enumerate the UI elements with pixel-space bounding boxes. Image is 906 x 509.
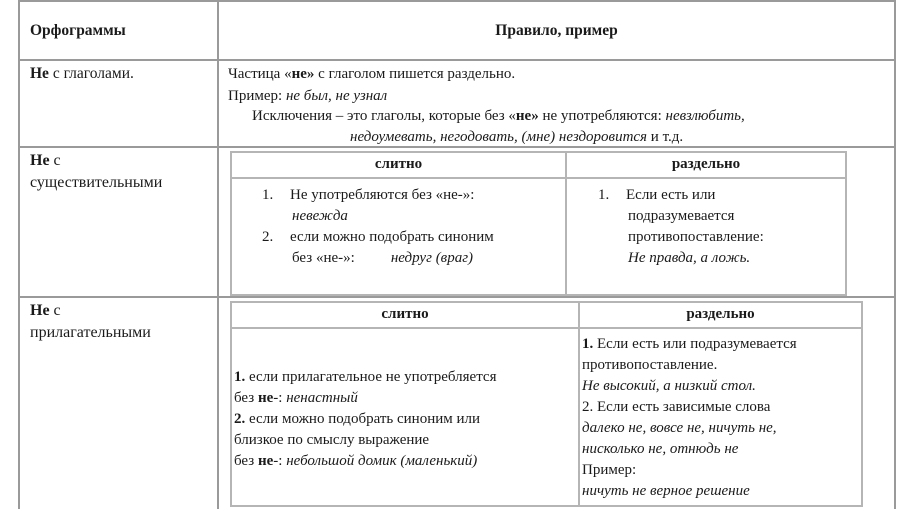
nouns-right-item-1-line3: противопоставление: <box>628 229 764 245</box>
nouns-right-content <box>598 185 843 269</box>
row-title-adjectives-line2: прилагательными <box>30 324 151 341</box>
nouns-head-right: раздельно <box>671 156 741 172</box>
verbs-example <box>228 86 387 107</box>
nouns-left-item-1-num: 1. <box>262 187 274 203</box>
adjectives-left-p2-text: если можно подобрать синоним или <box>245 411 481 427</box>
adjectives-left-p2 <box>234 409 576 430</box>
row-title-verbs-bold: Не <box>30 65 49 82</box>
adjectives-head-left: слитно <box>381 306 429 322</box>
adjectives-left-p1-cont-bold: не <box>257 390 274 406</box>
column-header-spellings: Орфограммы <box>30 22 126 39</box>
verbs-rule-post: с глаголом пишется раздельно. <box>314 66 516 82</box>
adjectives-right-p1-example: Не высокий, а низкий стол. <box>582 378 756 394</box>
adjectives-right-p2-text: 2. Если есть зависимые слова <box>582 399 771 415</box>
verbs-example-text: не был, не узнал <box>285 88 388 104</box>
verbs-exceptions <box>252 106 745 127</box>
verbs-exceptions-cont <box>350 127 683 148</box>
row-title-nouns <box>30 150 162 194</box>
adjectives-left-p2-cont-post: -: <box>273 453 287 469</box>
adjectives-right-content <box>582 334 862 502</box>
adjectives-right-p2-example-1: далеко не, вовсе не, ничуть не, <box>582 420 777 436</box>
adjectives-left-p2-num: 2. <box>234 411 246 427</box>
nouns-inner-divider <box>565 153 567 294</box>
nouns-left-item-1-example: невежда <box>292 208 348 224</box>
adjectives-right-p1-num: 1. <box>582 336 594 352</box>
nouns-left-item-2-num: 2. <box>262 229 274 245</box>
adjectives-left-p2-line2: близкое по смыслу выражение <box>234 432 430 448</box>
nouns-left-item-2 <box>262 227 562 248</box>
verbs-rule <box>228 64 515 85</box>
table-border-middle <box>217 0 219 509</box>
nouns-left-content <box>262 185 562 269</box>
table-border-right <box>894 0 896 509</box>
column-header-rule-example: Правило, пример <box>495 22 618 39</box>
verbs-exceptions-end: и т.д. <box>647 129 684 145</box>
row-title-verbs <box>30 63 134 84</box>
adjectives-left-p2-cont <box>234 451 576 472</box>
adjectives-left-p1 <box>234 367 576 388</box>
adjectives-left-p2-cont-pre: без <box>234 453 258 469</box>
row-title-nouns-line2: существительными <box>30 174 163 191</box>
nouns-right-item-1-line2: подразумевается <box>628 208 735 224</box>
row-title-adjectives-rest: с <box>49 302 61 319</box>
nouns-left-item-2-text: если можно подобрать синоним <box>290 229 494 245</box>
nouns-left-item-1 <box>262 185 562 206</box>
nouns-right-item-1-num: 1. <box>598 187 610 203</box>
verbs-example-label: Пример: <box>228 88 286 104</box>
table-border-left <box>18 0 20 509</box>
nouns-inner-table <box>230 151 847 296</box>
adjectives-head-right: раздельно <box>686 306 755 322</box>
adjectives-right-p1-text: Если есть или подразумевается <box>593 336 797 352</box>
adjectives-left-p1-text: если прилагательное не употребляется <box>245 369 497 385</box>
adjectives-left-p1-num: 1. <box>234 369 246 385</box>
row-title-verbs-rest: с глаголами. <box>48 65 134 82</box>
verbs-exceptions-bold: не» <box>515 108 539 124</box>
adjectives-left-p1-cont-pre: без <box>234 390 258 406</box>
row-title-adjectives-bold: Не <box>30 302 50 319</box>
adjectives-inner-divider <box>578 303 580 505</box>
adjectives-left-p1-cont-post: -: <box>273 390 287 406</box>
verbs-exceptions-italic-1: невзлюбить, <box>665 108 745 124</box>
nouns-left-item-2-cont-text: без «не-»: <box>292 250 355 266</box>
adjectives-right-p2-example-2: нисколько не, отнюдь не <box>582 441 739 457</box>
nouns-left-item-2-example: недруг (враг) <box>390 250 474 266</box>
verbs-exceptions-italic-2: недоумевать, негодовать, (мне) нездоровится <box>350 129 648 145</box>
adjectives-right-p1-line2: противопоставление. <box>582 357 718 373</box>
nouns-head-left: слитно <box>374 156 423 172</box>
adjectives-left-p1-cont <box>234 388 576 409</box>
verbs-rule-bold: не» <box>291 66 315 82</box>
row-title-nouns-rest: с <box>49 152 61 169</box>
table-border-header <box>18 59 896 61</box>
adjectives-left-p1-example: ненастный <box>286 390 358 406</box>
adjectives-right-p3-label: Пример: <box>582 462 637 478</box>
nouns-right-item-1-line1: Если есть или <box>626 187 716 203</box>
row-title-nouns-bold: Не <box>30 152 50 169</box>
nouns-left-item-1-text: Не употребляются без «не-»: <box>290 187 475 203</box>
verbs-exceptions-mid: не употребляются: <box>538 108 666 124</box>
nouns-right-item-1 <box>598 185 843 206</box>
nouns-right-item-1-example: Не правда, а ложь. <box>628 250 751 266</box>
table-border-top <box>18 0 896 2</box>
adjectives-right-p3-example: ничуть не верное решение <box>582 483 750 499</box>
adjectives-inner-table <box>230 301 863 507</box>
nouns-left-item-2-cont <box>262 248 562 269</box>
adjectives-left-p2-example: небольшой домик (маленький) <box>286 453 478 469</box>
adjectives-right-p1 <box>582 334 862 355</box>
adjectives-left-p2-cont-bold: не <box>257 453 274 469</box>
row-title-adjectives <box>30 300 151 344</box>
table-border-row2 <box>18 296 896 298</box>
adjectives-left-content <box>234 367 576 472</box>
verbs-rule-pre: Частица « <box>228 66 292 82</box>
verbs-exceptions-pre: Исключения – это глаголы, которые без « <box>252 108 516 124</box>
